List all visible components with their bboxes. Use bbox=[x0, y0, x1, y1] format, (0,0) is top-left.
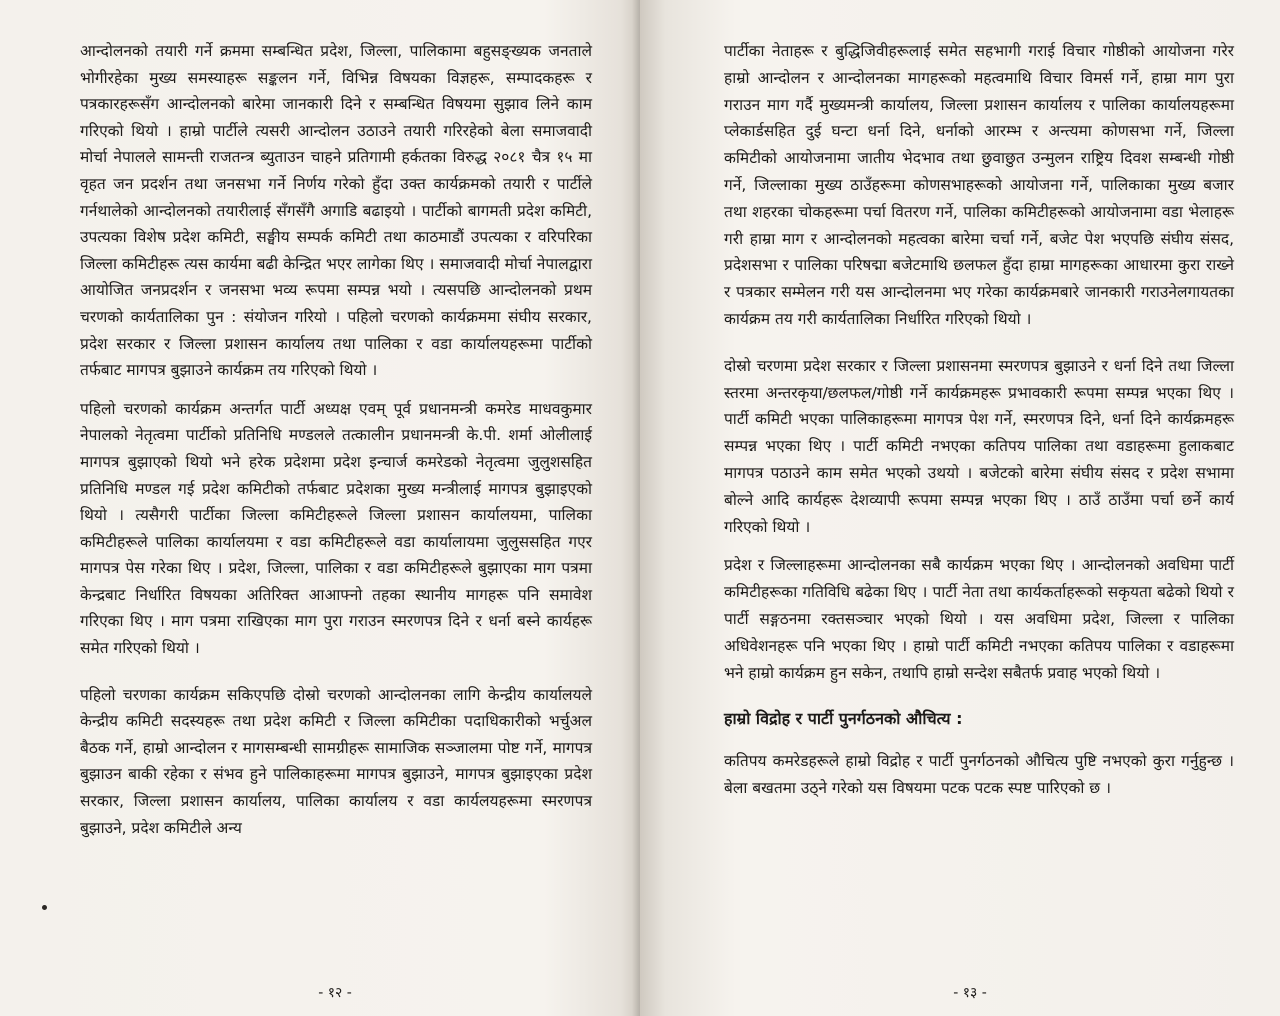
left-page-number: - १२ - bbox=[318, 985, 352, 1001]
right-page-number: - १३ - bbox=[953, 985, 987, 1001]
right-paragraph-1: पार्टीका नेताहरू र बुद्धिजिवीहरूलाई समेत सहभागी गराई विचार गोष्ठीको आयोजना गरेर हाम्रो आन्दोलन र आन्दोलनका मागहरूको महत्वमाथि विचार विमर्स गर्ने, हाम्रा माग पुरा गराउन माग गर्दै मुख्यमन्त्री कार्यालय, जिल्ला प्रशासन कार्यालय र पालिका कार्यालयहरूमा प्लेकार्डसहित दुई घन्टा धर्ना दिने, धर्नाको आरम्भ र अन्त्यमा कोणसभा गर्ने, जिल्ला कमिटीको आयोजनामा जातीय भेदभाव तथा छुवाछुत उन्मुलन राष्ट्रिय दिवश सम्बन्धी गोष्ठी गर्ने, जिल्लाका मुख्य ठाउँहरूमा कोणसभाहरूको आयोजना गर्ने, पालिकाका मुख्य बजार तथा शहरका चोकहरूमा पर्चा वितरण गर्ने, पालिका कमिटीहरूको आयोजनामा वडा भेलाहरू गरी हाम्रा माग र आन्दोलनको महत्वका बारेमा चर्चा गर्ने, बजेट पेश भएपछि संघीय संसद, प्रदेशसभा र पालिका परिषद्मा बजेटमाथि छलफल हुँदा हाम्रा मागहरूका आधारमा कुरा राख्ने र पत्रकार सम्मेलन गरी यस आन्दोलनमा भए गरेका कार्यक्रमबारे जानकारी गराउनेलगायतका कार्यक्रम तय गरी कार्यतालिका निर्धारित गरिएको थियो । bbox=[724, 42, 1234, 328]
right-page bbox=[640, 0, 1280, 1016]
left-paragraph-2: पहिलो चरणको कार्यक्रम अन्तर्गत पार्टी अध्यक्ष एवम् पूर्व प्रधानमन्त्री कमरेड माधवकुमार नेपालको नेतृत्वमा पार्टीको प्रतिनिधि मण्डलले तत्कालीन प्रधानमन्त्री के.पी. शर्मा ओलीलाई मागपत्र बुझाएको थियो भने हरेक प्रदेशमा प्रदेश इन्चार्ज कमरेडको नेतृत्वमा जुलुशसहित प्रतिनिधि मण्डल गई प्रदेश कमिटीको तर्फबाट प्रदेशका मुख्य मन्त्रीलाई मागपत्र बुझाइएको थियो । त्यसैगरी पार्टीका जिल्ला कमिटीहरूले जिल्ला प्रशासन कार्यालयमा, पालिका कमिटीहरूले पालिका कार्यालयमा र वडा कमिटीहरूले वडा कार्यालायमा जुलुससहित गएर मागपत्र पेस गरेका थिए । प्रदेश, जिल्ला, पालिका र वडा कमिटीहरूले बुझाएका माग पत्रमा केन्द्रबाट निर्धारित विषयका अतिरिक्त आआफ्नो तहका स्थानीय मागहरू पनि समावेश गरिएका थिए । माग पत्रमा राखिएका माग पुरा गराउन स्मरणपत्र दिने र धर्ना बस्ने कार्यहरू समेत गरिएको थियो । bbox=[80, 399, 592, 658]
section-heading: हाम्रो विद्रोह र पार्टी पुनर्गठनको औचित्य : bbox=[724, 709, 963, 729]
right-paragraph-4: कतिपय कमरेडहरूले हाम्रो विद्रोह र पार्टी पुनर्गठनको औचित्य पुष्टि नभएको कुरा गर्नुहुन्छ । बेला बखतमा उठ्ने गरेको यस विषयमा पटक पटक स्पष्ट पारिएको छ । bbox=[724, 752, 1234, 798]
ink-dot-mark bbox=[42, 905, 47, 910]
right-paragraph-2: दोस्रो चरणमा प्रदेश सरकार र जिल्ला प्रशासनमा स्मरणपत्र बुझाउने र धर्ना दिने तथा जिल्ला स्तरमा अन्तरकृया/छलफल/गोष्ठी गर्ने कार्यक्रमहरू प्रभावकारी रूपमा सम्पन्न भएका थिए । पार्टी कमिटी भएका पालिकाहरूमा मागपत्र पेश गर्ने, स्मरणपत्र दिने, धर्ना दिने कार्यक्रमहरू सम्पन्न भएका थिए । पार्टी कमिटी नभएका कतिपय पालिका तथा वडाहरूमा हुलाकबाट मागपत्र पठाउने काम समेत भएको उथयो । बजेटको बारेमा संघीय संसद र प्रदेश सभामा बोल्ने आदि कार्यहरू देशव्यापी रूपमा सम्पन्न भएका थिए । ठाउँ ठाउँमा पर्चा छर्ने कार्य गरिएको थियो । bbox=[724, 356, 1234, 536]
left-paragraph-1: आन्दोलनको तयारी गर्ने क्रममा सम्बन्धित प्रदेश, जिल्ला, पालिकामा बहुसङ्ख्यक जनताले भोगीरहेका मुख्य समस्याहरू सङ्कलन गर्ने, विभिन्न विषयका विज्ञहरू, सम्पादकहरू र पत्रकारहरूसँग आन्दोलनको बारेमा जानकारी दिने र सम्बन्धित विषयमा सुझाव लिने काम गरिएको थियो । हाम्रो पार्टीले त्यसरी आन्दोलन उठाउने तयारी गरिरहेको बेला समाजवादी मोर्चा नेपालले सामन्ती राजतन्त्र ब्युताउन चाहने प्रतिगामी हर्कतका विरुद्ध २०८१ चैत्र १५ मा वृहत जन प्रदर्शन तथा जनसभा गर्ने निर्णय गरेको हुँदा उक्त कार्यक्रमको तयारी र पार्टीले गर्नथालेको आन्दोलनको तयारीलाई सँगसँगै अगाडि बढाइयो । पार्टीको बागमती प्रदेश कमिटी, उपत्यका विशेष प्रदेश कमिटी, सङ्घीय सम्पर्क कमिटी तथा काठमाडौं उपत्यका र वरिपरिका जिल्ला कमिटीहरू त्यस कार्यमा बढी केन्द्रित भएर लागेका थिए । समाजवादी मोर्चा नेपालद्वारा आयोजित जनप्रदर्शन र जनसभा भव्य रूपमा सम्पन्न भयो । त्यसपछि आन्दोलनको प्रथम चरणको कार्यतालिका पुन : संयोजन गरियो । पहिलो चरणको कार्यक्रममा संघीय सरकार, प्रदेश सरकार र जिल्ला प्रशासन कार्यालय तथा पालिका र वडा कार्यालयहरूमा पार्टीको तर्फबाट मागपत्र बुझाउने कार्यक्रम तय गरिएको थियो । bbox=[80, 42, 592, 380]
left-paragraph-3: पहिलो चरणका कार्यक्रम सकिएपछि दोस्रो चरणको आन्दोलनका लागि केन्द्रीय कार्यालयले केन्द्रीय कमिटी सदस्यहरू तथा प्रदेश कमिटी र जिल्ला कमिटीका पदाधिकारीको भर्चुअल बैठक गर्ने, हाम्रो आन्दोलन र मागसम्बन्धी सामग्रीहरू सामाजिक सञ्जालमा पोष्ट गर्ने, मागपत्र बुझाउन बाकी रहेका र संभव हुने पालिकाहरूमा मागपत्र बुझाउने, मागपत्र बुझाइएका प्रदेश सरकार, जिल्ला प्रशासन कार्यालय, पालिका कार्यालय र वडा कार्यलयहरूमा स्मरणपत्र बुझाउने, प्रदेश कमिटीले अन्य bbox=[80, 685, 592, 837]
right-paragraph-3: प्रदेश र जिल्लाहरूमा आन्दोलनका सबै कार्यक्रम भएका थिए । आन्दोलनको अवधिमा पार्टी कमिटीहरूका गतिविधि बढेका थिए । पार्टी नेता तथा कार्यकर्ताहरूको सकृयता बढेको थियो र पार्टी सङ्गठनमा रक्तसञ्चार भएको थियो । यस अवधिमा प्रदेश, जिल्ला र पालिका अधिवेशनहरू पनि भएका थिए । हाम्रो पार्टी कमिटी नभएका कतिपय पालिका र वडाहरूमा भने हाम्रो कार्यक्रम हुन सकेन, तथापि हाम्रो सन्देश सबैतर्फ प्रवाह भएको थियो । bbox=[724, 556, 1234, 682]
